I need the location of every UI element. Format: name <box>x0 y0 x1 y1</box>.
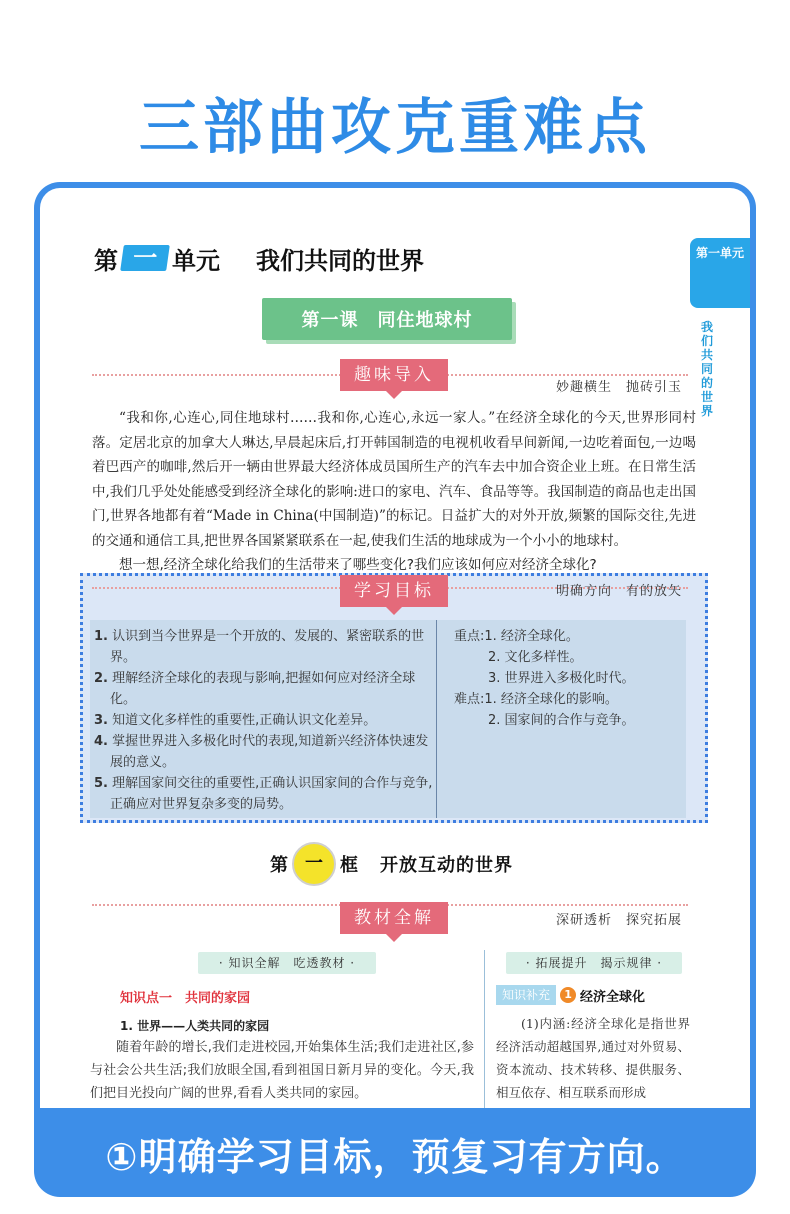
unit-number: 一 <box>120 245 170 271</box>
supplement-text <box>496 1012 690 1104</box>
goals-divider <box>436 620 437 818</box>
intro-paragraph: “我和你,心连心,同住地球村……我和你,心连心,永远一家人。”在经济全球化的今天,世界形同村落。定居北京的加拿大人琳达,早晨起床后,打开韩国制造的电视机收看早间新闻,一边吃着面包,一边喝着巴西产的咖啡,然后开一辆由世界最大经济体成员国所生产的汽车去中加合资企业上班。在日常生活中,我们几乎处处能感受到经济全球化的影响:进口的家电、汽车、食品等等。我国制造的商品也走出国门,世界各地都有着“Made in China(中国制造)”的标记。日益扩大的对外开放,频繁的国际交往,先进的交通和通信工具,把世界各国紧紧联系在一起,使我们生活的地球成为一个小小的地球村。 <box>92 410 696 549</box>
book-page <box>40 188 750 1108</box>
frame-prefix: 第 <box>270 855 288 876</box>
frame-number: 一 <box>292 842 336 886</box>
key-point-row: 重点:1. 经济全球化。 <box>454 629 579 644</box>
supplement-number: 1 <box>560 987 576 1003</box>
intro-text <box>92 406 696 578</box>
knowledge-point-paragraph: 随着年龄的增长,我们走进校园,开始集体生活;我们走进社区,参与社会公共生活;我们放眼全国,看到祖国日新月异的变化。今天,我们把目光投向广阔的世界,看看人类共同的家园。 <box>90 1040 474 1101</box>
key-points <box>454 626 684 731</box>
unit-suffix: 单元 <box>172 246 220 275</box>
supplement-tag: 知识补充 <box>496 985 556 1005</box>
book-preview-frame <box>34 182 756 1197</box>
key-point-row: 3. 世界进入多极化时代。 <box>488 671 635 686</box>
frame-suffix: 框 <box>340 855 358 876</box>
textbook-tag: 教材全解 <box>340 902 448 934</box>
difficult-point-row: 2. 国家间的合作与竞争。 <box>488 713 635 728</box>
side-tab-title: 我们共同的世界 <box>700 320 713 418</box>
extension-pill: · 拓展提升 揭示规律 · <box>506 952 682 974</box>
goals-table <box>90 620 686 818</box>
knowledge-point-heading: 知识点一 共同的家园 <box>120 991 251 1006</box>
page-headline: 三部曲攻克重难点 <box>139 93 651 163</box>
supplement-paragraph: (1)内涵:经济全球化是指世界经济活动超越国界,通过对外贸易、资本流动、技术转移、提供服务、相互依存、相互联系而形成 <box>496 1016 690 1100</box>
goal-item: 4. 掌握世界进入多极化时代的表现,知道新兴经济体快速发展的意义。 <box>94 734 429 770</box>
column-divider <box>484 950 485 1108</box>
goals-subtitle: 明确方向 有的放矢 <box>556 584 683 599</box>
footer-banner: ①明确学习目标，预复习有方向。 <box>105 1135 685 1179</box>
knowledge-pill: · 知识全解 吃透教材 · <box>198 952 376 974</box>
textbook-subtitle: 深研透析 探究拓展 <box>556 913 683 928</box>
side-tab-unit: 第一单元 <box>690 238 750 308</box>
supplement-heading <box>496 985 645 1005</box>
intro-subtitle: 妙趣横生 抛砖引玉 <box>556 380 683 395</box>
intro-question: 想一想,经济全球化给我们的生活带来了哪些变化?我们应该如何应对经济全球化? <box>119 557 597 573</box>
frame-name: 开放互动的世界 <box>380 855 513 876</box>
frame-title <box>270 842 513 886</box>
unit-heading <box>94 240 424 276</box>
supplement-title: 经济全球化 <box>580 989 646 1005</box>
goal-item: 5. 理解国家间交往的重要性,正确认识国家间的合作与竞争,正确应对世界复杂多变的局势。 <box>94 776 433 812</box>
goal-item: 2. 理解经济全球化的表现与影响,把握如何应对经济全球化。 <box>94 671 416 707</box>
lesson-banner: 第一课 同住地球村 <box>262 298 512 340</box>
intro-tag: 趣味导入 <box>340 359 448 391</box>
unit-prefix: 第 <box>94 246 118 275</box>
knowledge-point-text <box>90 1036 474 1105</box>
goal-item: 1. 认识到当今世界是一个开放的、发展的、紧密联系的世界。 <box>94 629 425 665</box>
goals-tag: 学习目标 <box>340 575 448 607</box>
unit-title: 我们共同的世界 <box>256 246 424 275</box>
goals-list <box>94 626 434 815</box>
knowledge-point-subheading: 1. 世界——人类共同的家园 <box>120 1019 270 1033</box>
goal-item: 3. 知道文化多样性的重要性,正确认识文化差异。 <box>94 713 377 728</box>
key-point-row: 2. 文化多样性。 <box>488 650 583 665</box>
difficult-point-row: 难点:1. 经济全球化的影响。 <box>454 692 618 707</box>
